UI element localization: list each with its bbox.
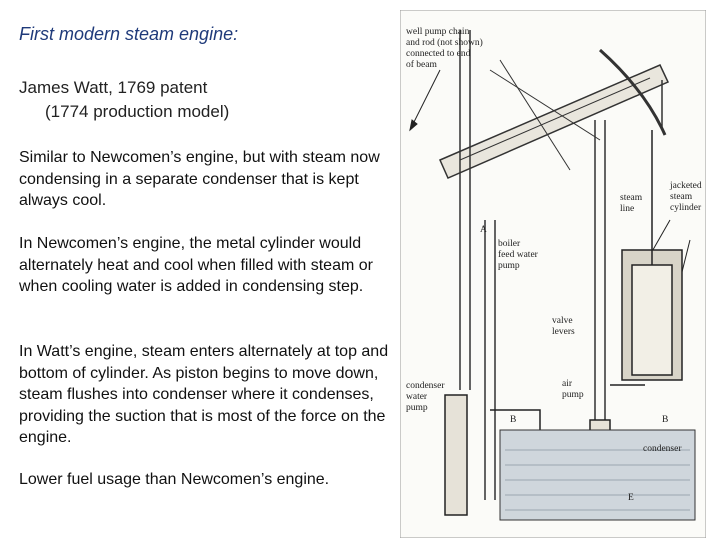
- label-condenser: condenser: [643, 444, 682, 454]
- label-well-pump: well pump chain: [406, 27, 470, 37]
- slide-subtitle: [19, 76, 229, 124]
- label-well-pump: connected to end: [406, 49, 471, 59]
- label-jacketed-cylinder: jacketed: [670, 181, 702, 191]
- letter-a: A: [480, 225, 487, 235]
- label-steam-line: steam: [620, 193, 643, 203]
- subtitle-line-2: (1774 production model): [45, 102, 230, 121]
- label-boiler-feed-pump: boiler: [498, 239, 521, 249]
- label-condenser-water-pump: pump: [406, 403, 428, 413]
- label-air-pump: air: [562, 379, 573, 389]
- label-jacketed-cylinder: cylinder: [670, 203, 702, 213]
- label-steam-line: line: [620, 204, 635, 214]
- paragraph-separate-condenser: Similar to Newcomen’s engine, but with steam now condensing in a separate condenser that is kept always cool.: [19, 149, 380, 209]
- label-jacketed-cylinder: steam: [670, 192, 693, 202]
- paragraph-watt-engine: In Watt’s engine, steam enters alternately at top and bottom of cylinder. As piston begins to move down, steam flushes into condenser where it condenses, providing the suction that is most of the force on the engine.: [19, 343, 389, 446]
- subtitle-line-1: James Watt, 1769 patent: [19, 78, 208, 97]
- paragraph-newcomen-cylinder: In Newcomen’s engine, the metal cylinder would alternately heat and cool when filled with steam or when cooling water is added in condensing step.: [19, 235, 373, 295]
- label-condenser-water-pump: condenser: [406, 381, 445, 391]
- label-well-pump: and rod (not shown): [406, 38, 483, 48]
- label-valve-levers: valve: [552, 316, 573, 326]
- paragraph-fuel-usage: Lower fuel usage than Newcomen’s engine.: [19, 471, 330, 488]
- label-boiler-feed-pump: pump: [498, 261, 520, 271]
- label-air-pump: pump: [562, 390, 584, 400]
- letter-e: E: [628, 493, 634, 503]
- label-well-pump: of beam: [406, 60, 437, 70]
- letter-b: B: [510, 415, 517, 425]
- label-condenser-water-pump: water: [406, 392, 428, 402]
- label-valve-levers: levers: [552, 327, 575, 337]
- watt-engine-diagram: [400, 10, 706, 538]
- slide-title: First modern steam engine:: [19, 24, 239, 44]
- label-boiler-feed-pump: feed water: [498, 250, 538, 260]
- letter-b: B: [662, 415, 669, 425]
